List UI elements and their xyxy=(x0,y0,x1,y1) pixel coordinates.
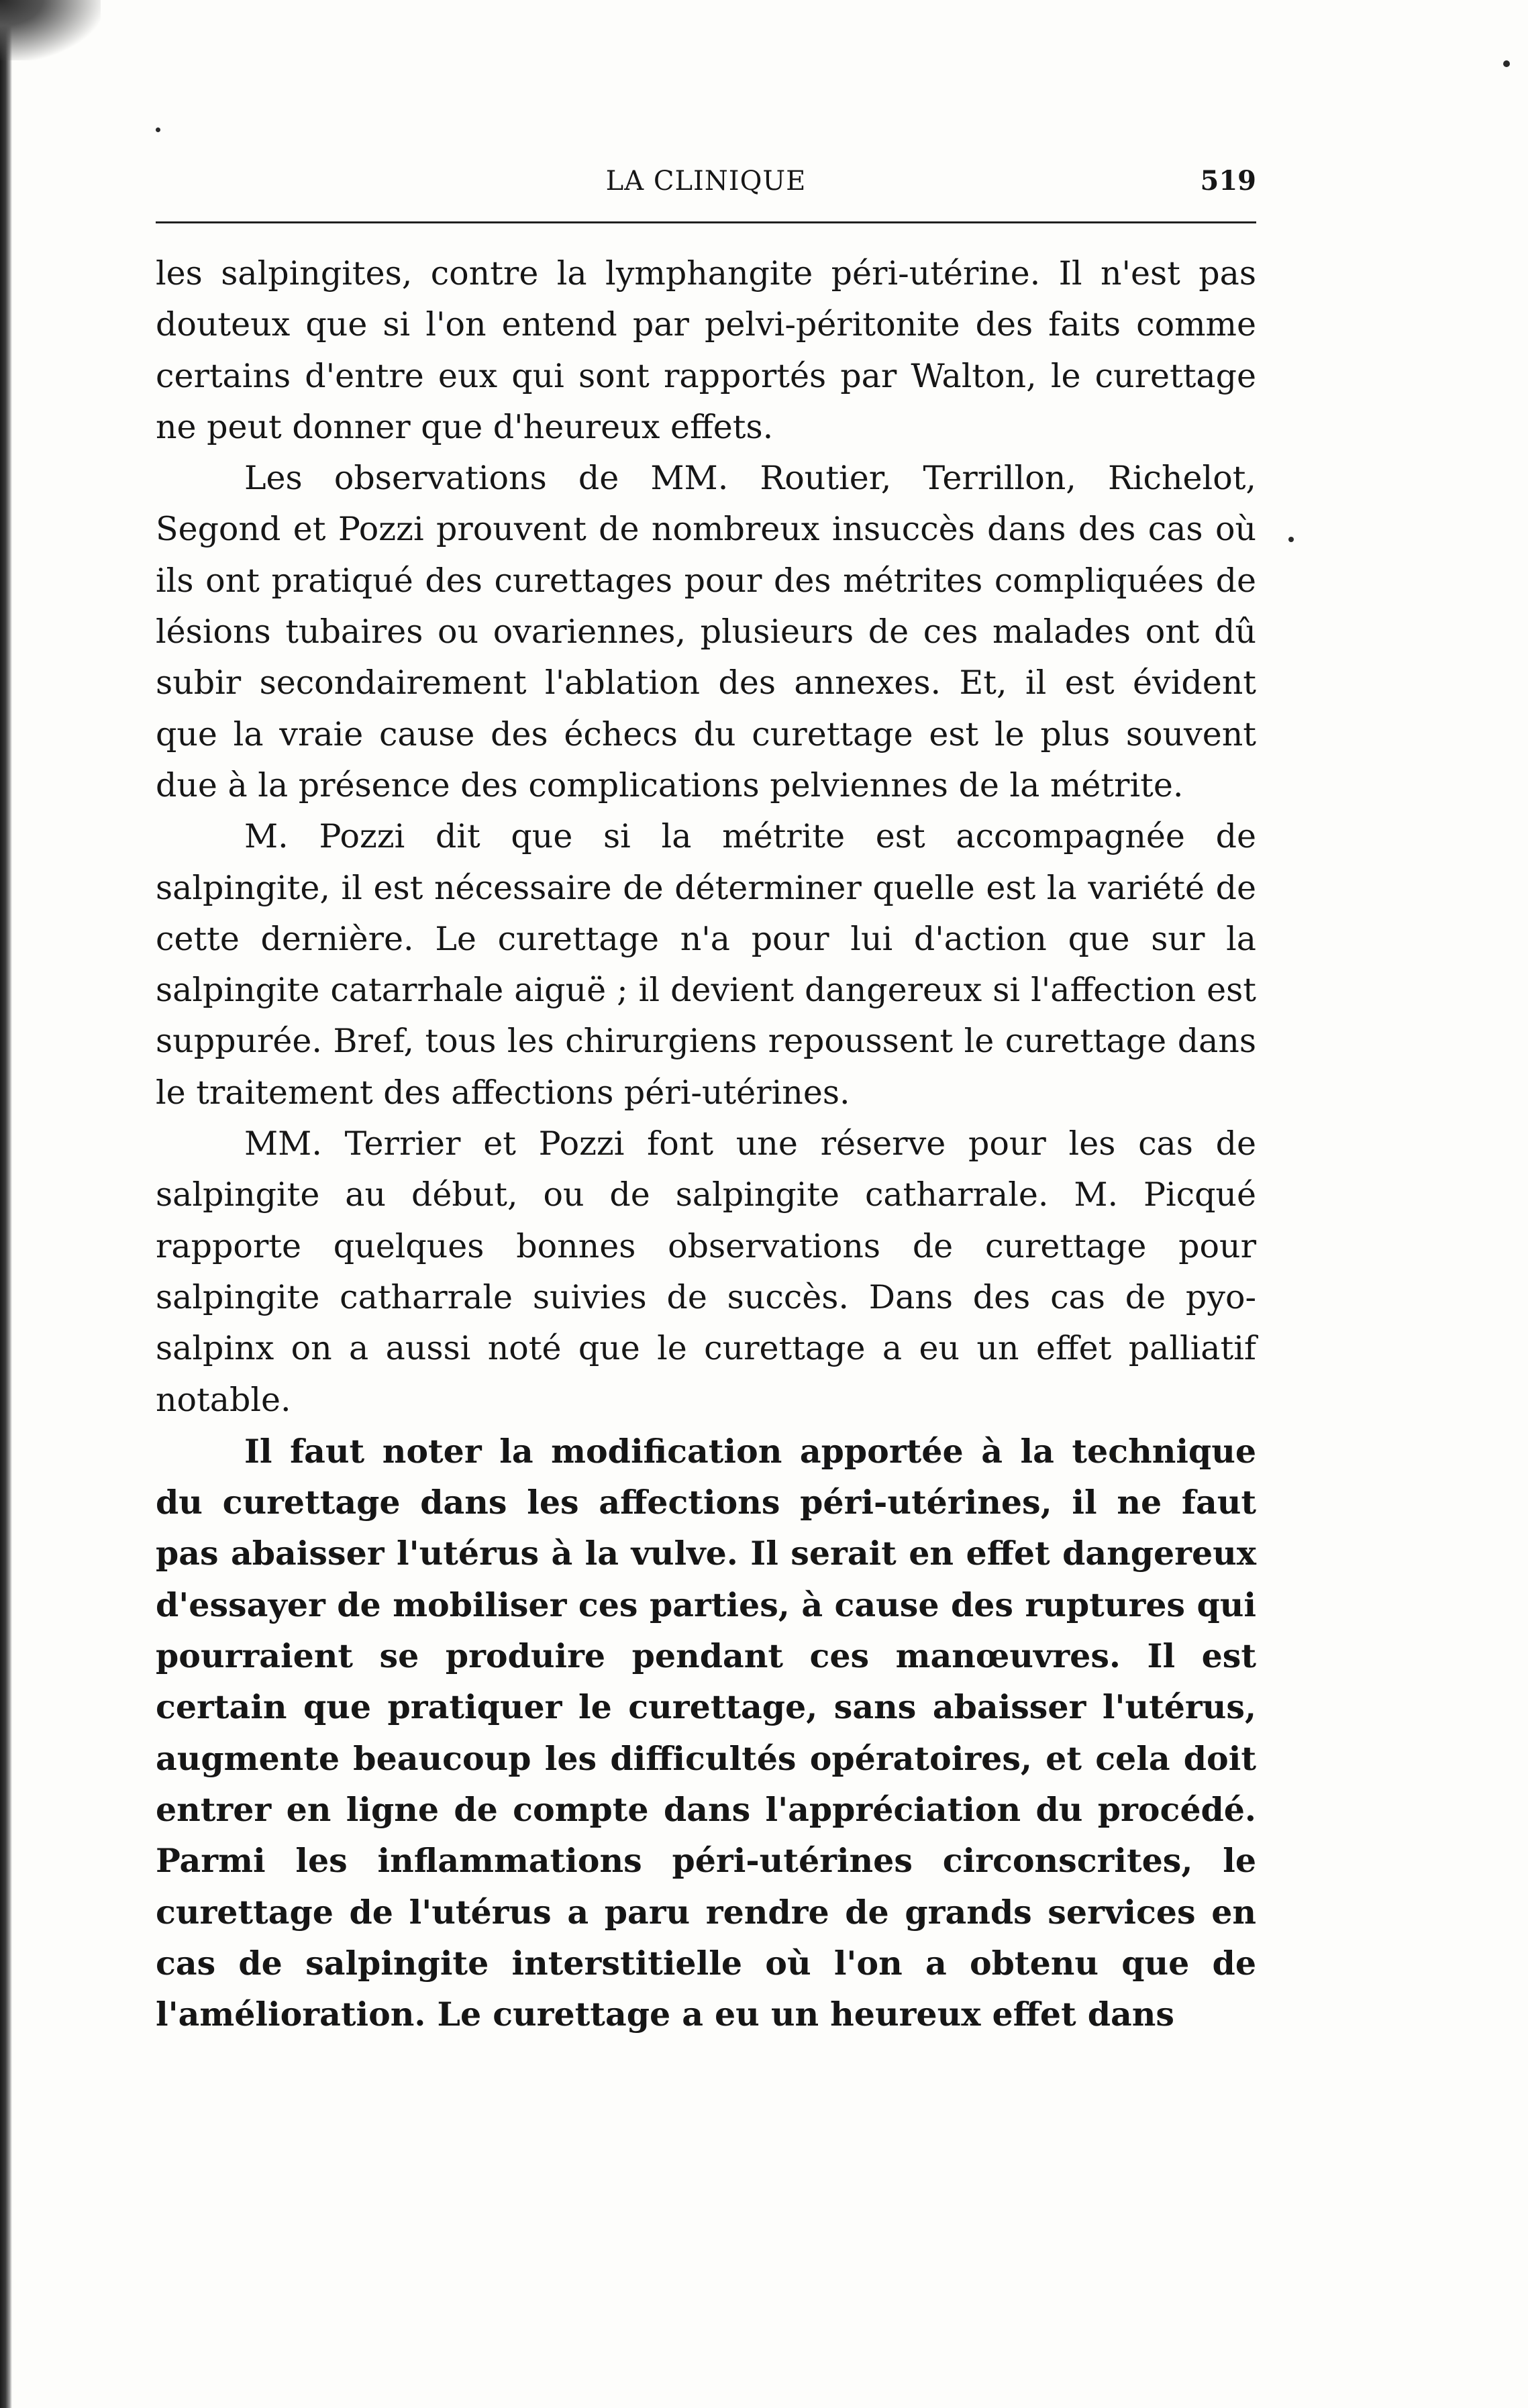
page-number: 519 xyxy=(1200,165,1256,197)
paragraph: Il faut noter la modification apportée à la technique du curettage dans les affections péri-utérines, il ne faut pas abaisser l'utérus à la vulve. Il serait en effet dangereux d'essayer de mobiliser ces parties, à cause des ruptures qui pourraient se produire pendant ces manœuvres. Il est certain que pratiquer le curettage, sans abaisser l'utérus, augmente beaucoup les difficultés opératoires, et cela doit entrer en ligne de compte dans l'appréciation du procédé. Parmi les inflammations péri-utérines circonscrites, le curettage de l'utérus a paru rendre de grands services en cas de salpingite interstitielle où l'on a obtenu que de l'amélioration. Le curettage a eu un heureux effet dans xyxy=(156,1431,1256,2034)
header-rule xyxy=(156,221,1256,223)
running-title: LA CLINIQUE xyxy=(605,166,807,197)
body-text xyxy=(156,248,1256,2040)
paragraph: les salpingites, contre la lymphangite péri-utérine. Il n'est pas douteux que si l'on entend par pelvi-péritonite des faits comme certains d'entre eux qui sont rapportés par Walton, le curettage ne peut donner que d'heureux effets. xyxy=(156,254,1256,446)
scan-speck xyxy=(1503,60,1510,67)
scan-corner-shadow xyxy=(0,0,101,60)
paragraph: Les observations de MM. Routier, Terrillon, Richelot, Segond et Pozzi prouvent de nombreux insuccès dans des cas où ils ont pratiqué des curettages pour des métrites compliquées de lésions tubaires ou ovariennes, plusieurs de ces malades ont dû subir secondairement l'ablation des annexes. Et, il est évident que la vraie cause des échecs du curettage est le plus souvent due à la présence des complications pelviennes de la métrite. xyxy=(156,459,1256,804)
scan-speck xyxy=(1288,537,1294,542)
scan-speck xyxy=(156,127,160,132)
paragraph: MM. Terrier et Pozzi font une réserve pour les cas de salpingite au début, ou de salpingite catharrale. M. Picqué rapporte quelques bonnes observations de curettage pour salpingite catharrale suivies de succès. Dans des cas de pyo-salpinx on a aussi noté que le curettage a eu un effet palliatif notable. xyxy=(156,1124,1256,1419)
paragraph: M. Pozzi dit que si la métrite est accompagnée de salpingite, il est nécessaire de déterminer quelle est la variété de cette dernière. Le curettage n'a pour lui d'action que sur la salpingite catarrhale aiguë ; il devient dangereux si l'affection est suppurée. Bref, tous les chirurgiens repoussent le curettage dans le traitement des affections péri-utérines. xyxy=(156,817,1256,1112)
page-header xyxy=(156,161,1256,208)
scan-edge-shadow xyxy=(0,0,12,2408)
